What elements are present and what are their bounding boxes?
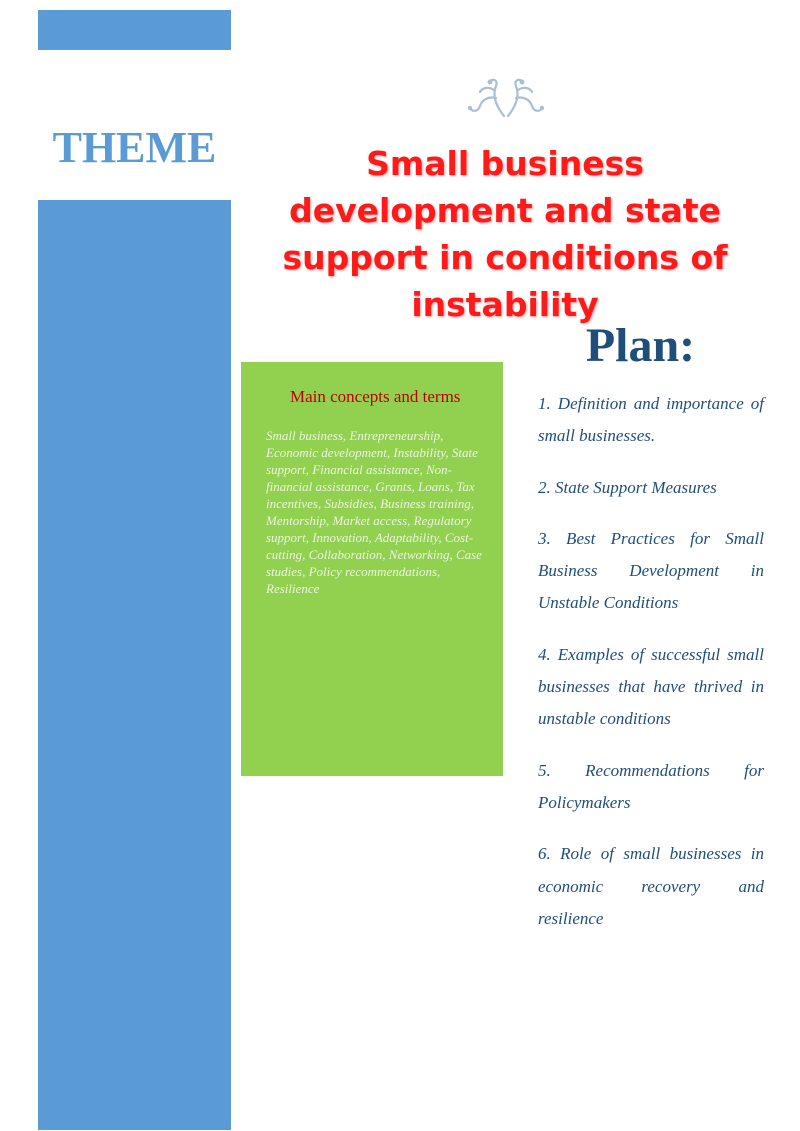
plan-list [538,388,764,954]
plan-item: 2. State Support Measures [538,477,717,497]
plan-title: Plan: [585,319,696,372]
plan-item: 6. Role of small businesses in economic recovery and resilience [538,844,764,928]
document-title: Small business development and state support in conditions of instability [282,144,728,324]
sidebar-column [38,200,231,1130]
concepts-terms-text: Small business, Entrepreneurship, Economic development, Instability, State support, Financial assistance, Non-financial assistance, Grants, Loans, Tax incentives, Subsidies, Business training, Mentorship, Market access, Regulatory support, Innovation, Adaptability, Cost-cutting, Collaboration, Networking, Case studies, Policy recommendations, Resilience [266,428,482,596]
theme-label: THEME [52,123,217,172]
plan-item: 3. Best Practices for Small Business Development in Unstable Conditions [538,528,764,613]
plan-item: 4. Examples of successful small businesses that have thrived in unstable conditions [538,644,764,729]
sidebar-top-bar [38,10,231,50]
concepts-heading: Main concepts and terms [290,387,461,406]
floral-flourish-icon [466,76,546,120]
plan-item: 1. Definition and importance of small businesses. [538,394,764,446]
plan-item: 5. Recommendations for Policymakers [538,760,764,812]
